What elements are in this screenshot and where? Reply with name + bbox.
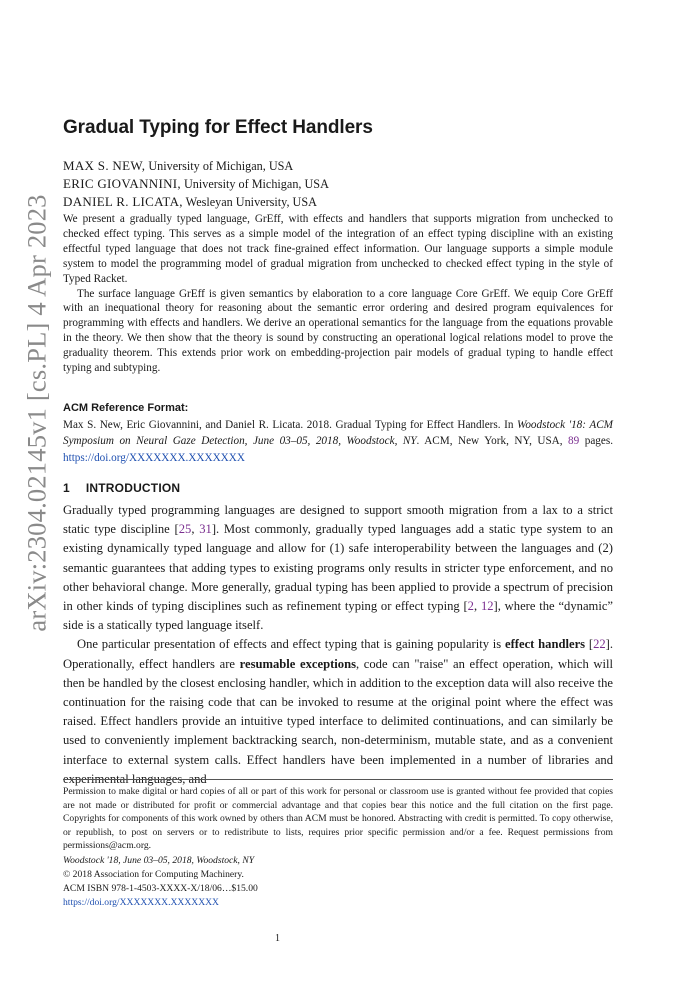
body-text: [ <box>585 637 594 652</box>
body-text: ]. Most commonly, gradually typed languages add a static type system to an existing dynamically typed language and allow for (1) safe interoperability between the languages and (2) semantic guarantees that adding types to existing programs only results in stricter type enforcement, and no other behavioral change. More generally, gradual typing has been applied to provide a spectrum of precision in other kinds of typing disciplines such as refinement typing or effect typing [ <box>63 522 614 614</box>
citation-link[interactable]: 31 <box>199 522 212 537</box>
bold-term: effect handlers <box>505 637 586 652</box>
citation-link[interactable]: 12 <box>480 599 494 614</box>
author-name: DANIEL R. LICATA, <box>63 194 183 209</box>
reference-text: pages. <box>579 435 613 447</box>
permission-notice <box>63 785 613 853</box>
body-text: Gradually typed programming languages are designed to support smooth migration from a lax to a strict static type discipline [ <box>63 503 613 537</box>
body-paragraph <box>63 635 613 789</box>
author-affiliation: University of Michigan, USA <box>184 177 329 191</box>
author-entry <box>63 175 329 193</box>
page-number: 1 <box>275 933 280 944</box>
abstract-paragraph: The surface language GrEff is given semantics by elaboration to a core language Core GrEff. We equip Core GrEff with an inequational theory for reasoning about the semantic error ordering and desired program equivalences for programming with effects and handlers. We derive an operational semantics for the language from the equations provable in the theory. We then show that the theory is sound by constructing an operational logical relations model to prove the graduality theorem. This extends prior work on embedding-projection pair models of gradual typing to handle effect typing and subtyping. <box>63 287 613 375</box>
permission-text: Permission to make digital or hard copies of all or part of this work for personal or classroom use is granted without fee provided that copies are not made or distributed for profit or commercial advantage and that copies bear this notice and the full citation on the first page. Copyrights for components of this work owned by others than ACM must be honored. Abstracting with credit is permitted. To copy otherwise, or republish, to post on servers or to redistribute to lists, requires prior specific permission and/or a fee. Request permissions from permissions@acm.org. <box>63 786 613 851</box>
section-title: INTRODUCTION <box>85 481 181 495</box>
paper-title: Gradual Typing for Effect Handlers <box>63 117 373 138</box>
arxiv-identifier: arXiv:2304.02145v1 [cs.PL] 4 Apr 2023 <box>21 194 52 632</box>
citation-link[interactable]: 22 <box>593 637 606 652</box>
arxiv-stamp <box>22 178 52 648</box>
publication-info <box>63 854 258 910</box>
footnote-divider <box>63 779 613 780</box>
acm-reference-format <box>63 400 613 466</box>
abstract-paragraph: We present a gradually typed language, GrEff, with effects and handlers that supports migration from unchecked to checked effect typing. This serves as a simple model of the integration of an effect typing discipline with an existing effectful typed language that does not track fine-grained effect information. Our language supports a simple module system to model the programming model of gradual migration from unchecked to checked effect typing in the style of Typed Racket. <box>63 213 613 285</box>
acm-reference-text <box>63 417 613 467</box>
isbn-line: ACM ISBN 978-1-4503-XXXX-X/18/06…$15.00 <box>63 883 258 894</box>
section-number: 1 <box>63 481 70 495</box>
reference-text: Max S. New, Eric Giovannini, and Daniel R. Licata. 2018. Gradual Typing for Effect Handlers. In <box>63 418 518 431</box>
body-text: ], where the “dynamic” side is a statically typed language itself. <box>63 599 614 633</box>
author-entry <box>63 193 329 211</box>
author-affiliation: University of Michigan, USA <box>148 159 294 173</box>
author-name: ERIC GIOVANNINI, <box>63 176 181 191</box>
author-list <box>63 157 329 211</box>
venue-line: Woodstock '18, June 03–05, 2018, Woodstock, NY <box>63 855 255 866</box>
author-name: MAX S. NEW, <box>63 158 146 173</box>
doi-link[interactable]: https://doi.org/XXXXXXX.XXXXXXX <box>63 451 245 464</box>
author-entry <box>63 157 329 175</box>
body-text: , code can "raise" an effect operation, which will then be handled by the closest enclosing handler, which in addition to the exception data will also receive the continuation for the raising code that can be invoked to resume at the original point where the effect was raised. Effect handlers provide an intuitive typed interface to delimited continuations, and can similarly be used to conveniently implement backtracking search, non-determinism, mutable state, and as a convenient interface to external system calls. Effect handlers have been implemented in a number of libraries and experimental languages, and <box>63 656 613 786</box>
copyright-line: © 2018 Association for Computing Machinery. <box>63 869 244 880</box>
introduction-body <box>63 501 613 789</box>
acm-reference-heading: ACM Reference Format: <box>63 402 189 414</box>
body-text: One particular presentation of effects and effect typing that is gaining popularity is <box>77 637 506 652</box>
reference-text: . ACM, New York, NY, USA, <box>416 435 569 447</box>
section-heading <box>63 481 180 495</box>
body-text: ]. Operationally, effect handlers are <box>63 637 613 671</box>
body-text: , <box>473 599 481 614</box>
body-text: , <box>191 522 200 537</box>
footer-doi-link[interactable]: https://doi.org/XXXXXXX.XXXXXXX <box>63 897 219 908</box>
body-paragraph <box>63 501 613 635</box>
abstract <box>63 212 613 376</box>
author-affiliation: Wesleyan University, USA <box>185 195 317 209</box>
bold-term: resumable exceptions <box>239 656 356 671</box>
page-count-link[interactable]: 89 <box>568 435 580 447</box>
citation-link[interactable]: 2 <box>467 599 474 614</box>
reference-venue: Woodstock '18: ACM Symposium on Neural Gaze Detection, June 03–05, 2018, Woodstock, NY <box>63 418 613 447</box>
citation-link[interactable]: 25 <box>178 522 192 537</box>
